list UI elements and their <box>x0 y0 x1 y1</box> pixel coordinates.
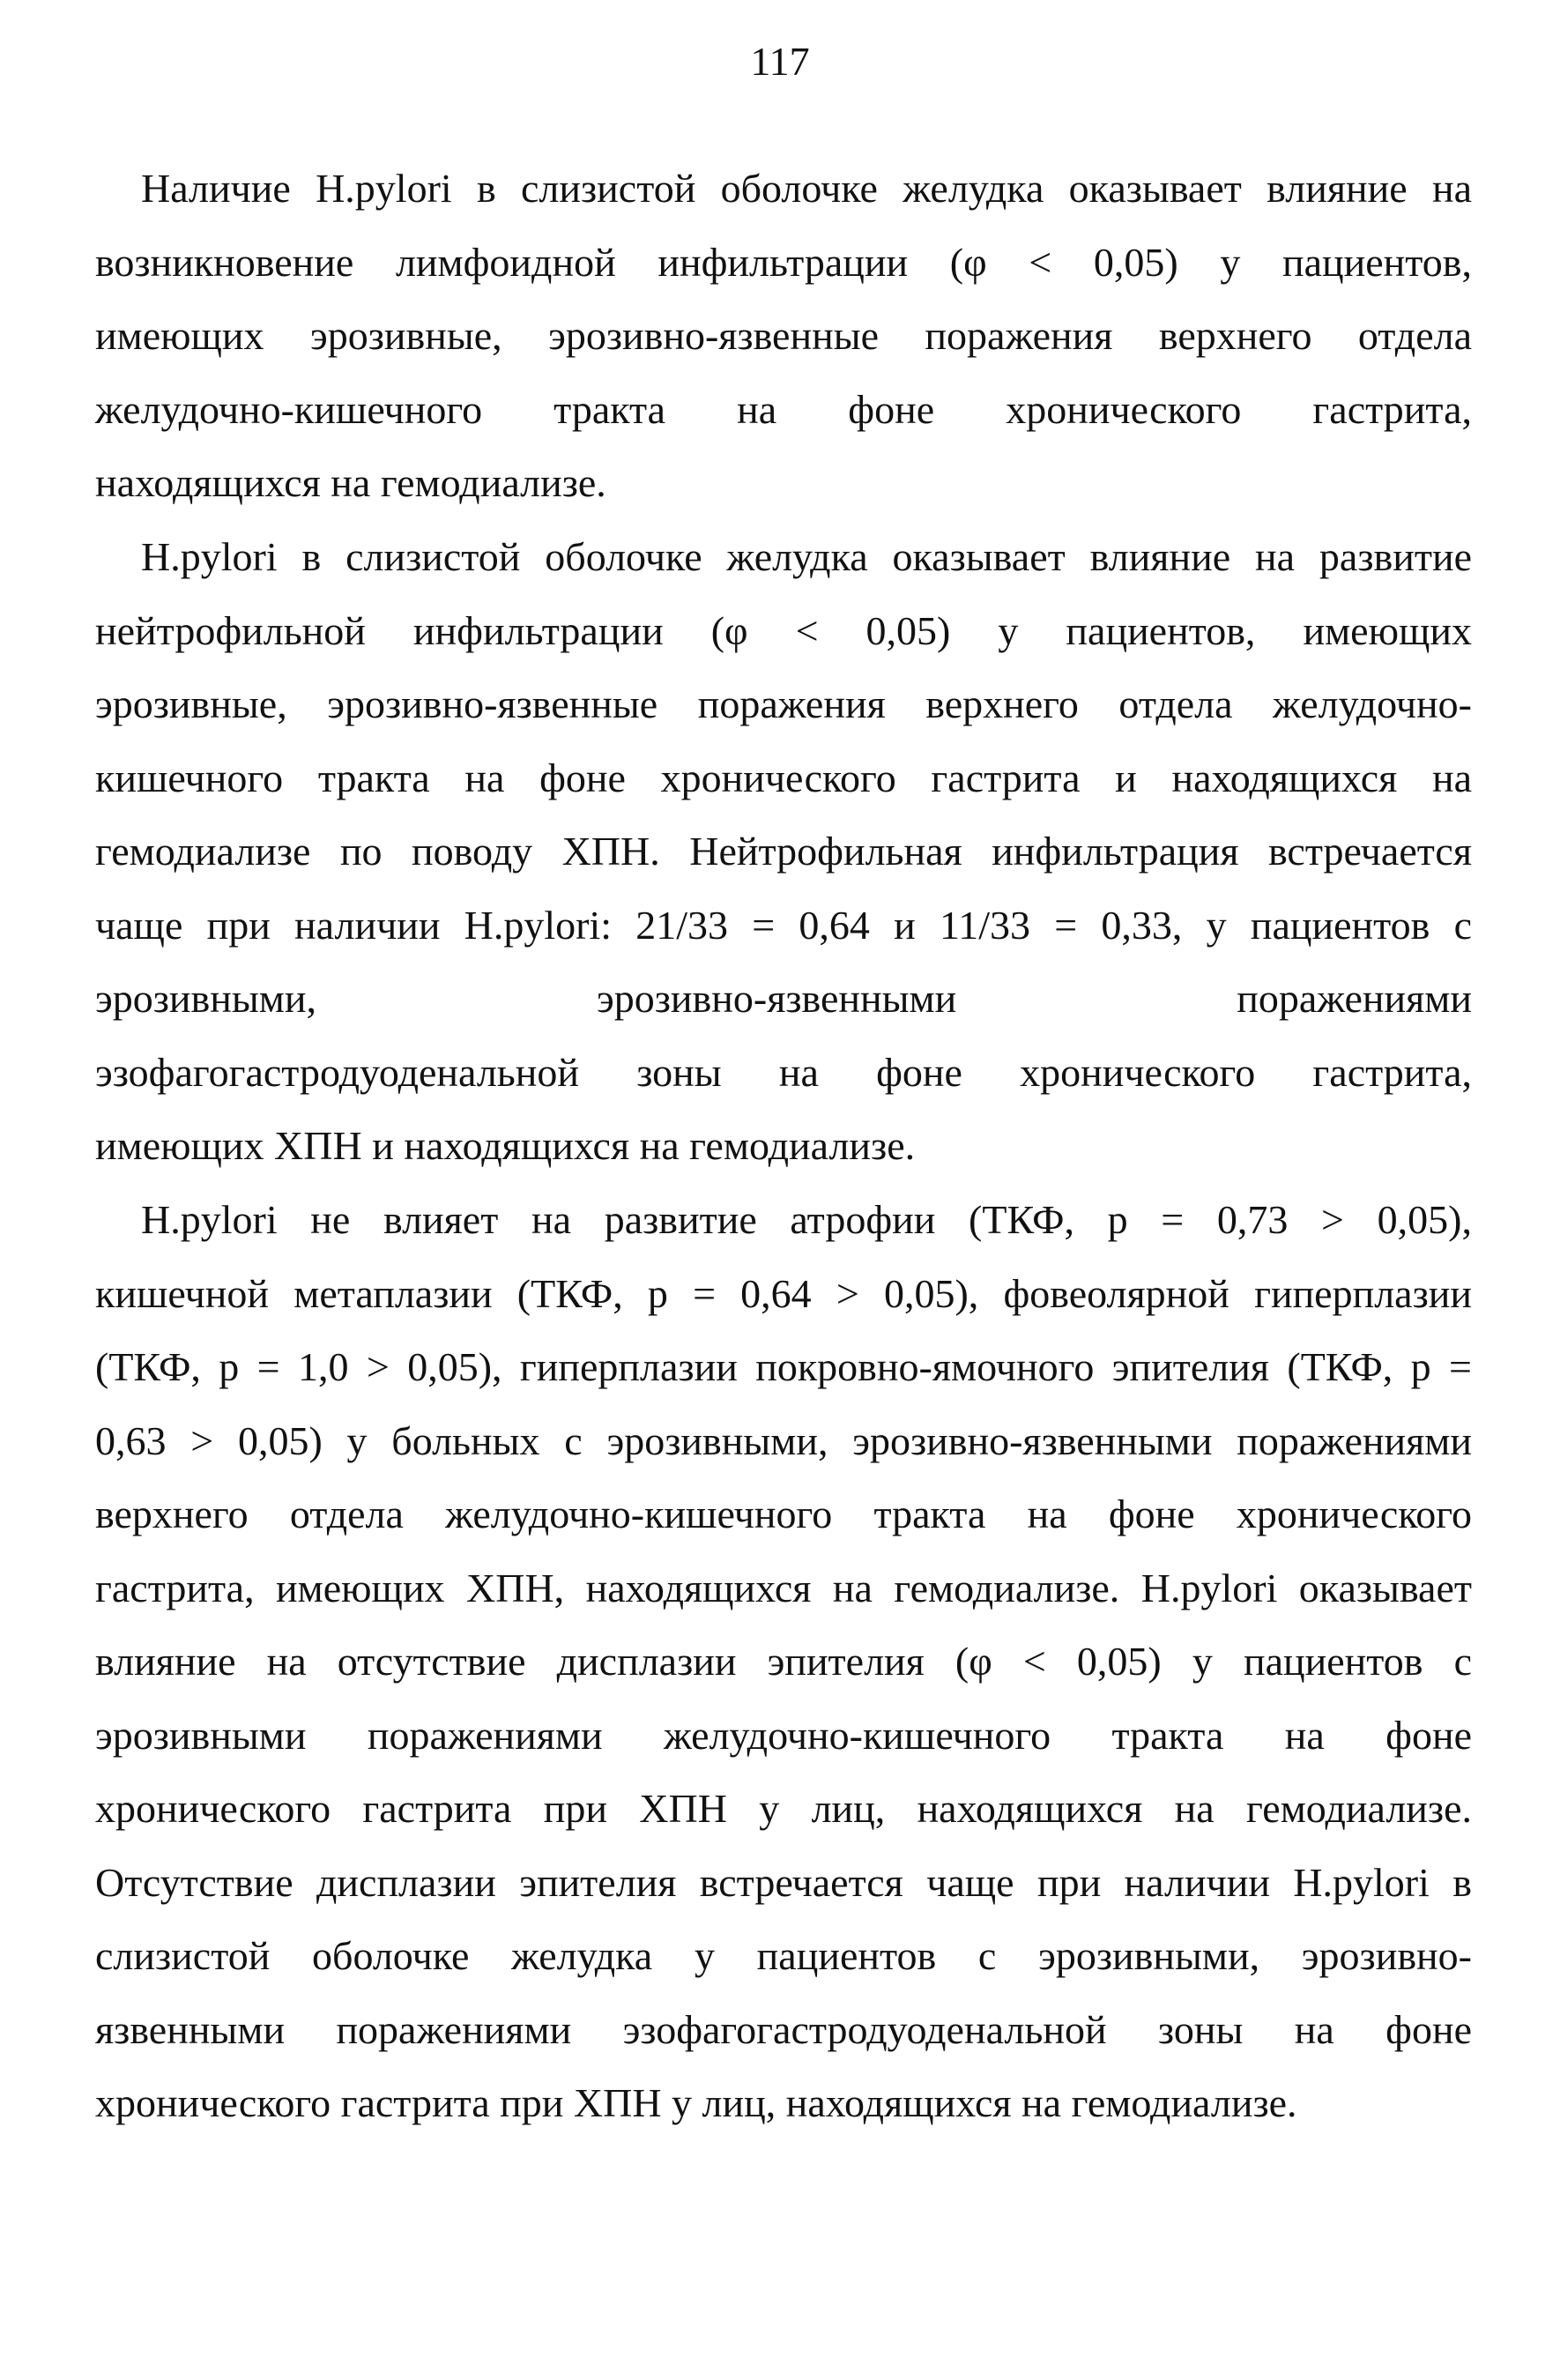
text-line: хронического гастрита при ХПН у лиц, находящихся на гемодиализе. <box>95 1786 1472 1831</box>
text-line: имеющих ХПН и находящихся на гемодиализе. <box>95 1123 916 1168</box>
text-line: влияние на отсутствие дисплазии эпителия (φ < 0,05) у пациентов с <box>95 1639 1472 1684</box>
text-line: гемодиализе по поводу ХПН. Нейтрофильная инфильтрация встречается <box>95 829 1472 874</box>
text-line: имеющих эрозивные, эрозивно-язвенные поражения верхнего отдела <box>95 313 1472 358</box>
text-line: слизистой оболочке желудка у пациентов с эрозивными, эрозивно- <box>95 1933 1472 1978</box>
text-line: верхнего отдела желудочно-кишечного тракта на фоне хронического <box>95 1491 1472 1536</box>
text-line: Отсутствие дисплазии эпителия встречается чаще при наличии H.pylori в <box>95 1859 1472 1905</box>
text-line: (ТКФ, p = 1,0 > 0,05), гиперплазии покровно-ямочного эпителия (ТКФ, p = <box>95 1344 1472 1389</box>
text-line: эрозивными поражениями желудочно-кишечного тракта на фоне <box>95 1712 1472 1758</box>
text-line: гастрита, имеющих ХПН, находящихся на гемодиализе. H.pylori оказывает <box>95 1565 1472 1610</box>
text-line: эзофагогастродуоденальной зоны на фоне хронического гастрита, <box>95 1049 1472 1095</box>
text-line: чаще при наличии H.pylori: 21/33 = 0,64 и 11/33 = 0,33, у пациентов с <box>95 902 1472 948</box>
text-line: хронического гастрита при ХПН у лиц, находящихся на гемодиализе. <box>95 2080 1297 2125</box>
text-line: возникновение лимфоидной инфильтрации (φ < 0,05) у пациентов, <box>95 239 1472 285</box>
text-line: нейтрофильной инфильтрации (φ < 0,05) у пациентов, имеющих <box>95 607 1472 653</box>
text-line: кишечного тракта на фоне хронического гастрита и находящихся на <box>95 755 1472 800</box>
text-line: кишечной метаплазии (ТКФ, p = 0,64 > 0,05), фовеолярной гиперплазии <box>95 1270 1472 1316</box>
page-number: 117 <box>750 39 810 84</box>
text-line: язвенными поражениями эзофагогастродуоденальной зоны на фоне <box>95 2006 1472 2052</box>
paragraph-lymphoid-infiltration <box>95 152 1472 520</box>
text-line: Наличие H.pylori в слизистой оболочке желудка оказывает влияние на <box>141 166 1472 211</box>
text-line: H.pylori не влияет на развитие атрофии (ТКФ, p = 0,73 > 0,05), <box>141 1197 1472 1242</box>
paragraph-atrophy-dysplasia <box>95 1183 1472 2140</box>
text-line: находящихся на гемодиализе. <box>95 460 606 505</box>
paragraph-neutrophil-infiltration <box>95 520 1472 1183</box>
text-line: эрозивные, эрозивно-язвенные поражения верхнего отдела желудочно- <box>95 681 1472 726</box>
text-line: эрозивными, эрозивно-язвенными поражениями <box>95 976 1472 1021</box>
text-line: 0,63 > 0,05) у больных с эрозивными, эрозивно-язвенными поражениями <box>95 1417 1472 1463</box>
text-line: H.pylori в слизистой оболочке желудка оказывает влияние на развитие <box>141 534 1472 579</box>
text-line: желудочно-кишечного тракта на фоне хронического гастрита, <box>95 386 1472 432</box>
